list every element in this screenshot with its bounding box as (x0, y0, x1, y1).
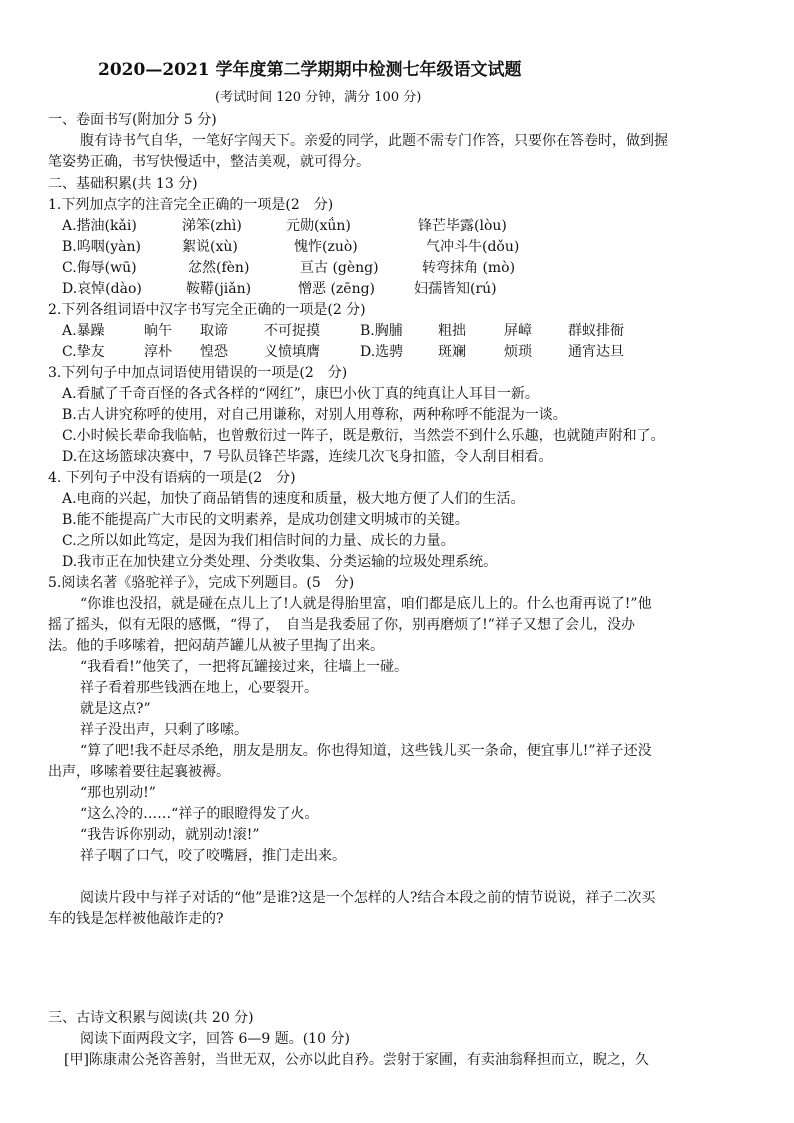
option-item: 屏嶂 (504, 323, 532, 339)
option-item: A.揩油(kǎi) (62, 218, 137, 234)
option-item: 粗拙 (438, 323, 466, 339)
section-2-heading: 二、基础积累(共 13 分) (48, 176, 198, 192)
passage-line: “我看看!”他笑了，一把将瓦罐接过来，往墙上一碰。 (80, 659, 408, 675)
option-item: 元勋(xǘn) (286, 218, 351, 234)
option-item: C.侮辱(wū) (62, 260, 137, 276)
option-item: 烦琐 (504, 344, 532, 360)
question-4-option-c: C.之所以如此笃定，是因为我们相信时间的力量、成长的力量。 (62, 533, 455, 549)
option-item: 锋芒毕露(lòu) (418, 218, 507, 234)
option-item: 群蚁排衙 (568, 323, 624, 339)
question-4-stem: 4. 下列句子中没有语病的一项是(2 分) (48, 470, 296, 486)
question-3-option-b: B.古人讲究称呼的使用，对自己用谦称，对别人用尊称，两种称呼不能混为一谈。 (62, 407, 567, 423)
option-item: 淳朴 (144, 344, 172, 360)
passage-line: “我告诉你别动，就别动!滚!” (80, 827, 260, 843)
page-title: 2020—2021 学年度第二学期期中检测七年级语文试题 (98, 60, 522, 80)
passage-line: 祥子没出声，只剩了哆嗦。 (80, 722, 248, 738)
paragraph-line: 笔姿势正确，书写快慢适中，整洁美观，就可得分。 (48, 154, 370, 170)
question-4-option-a: A.电商的兴起，加快了商品销售的速度和质量，极大地方便了人们的生活。 (62, 491, 525, 507)
option-item: 气冲斗牛(dǒu) (426, 239, 520, 255)
option-item: 斑斓 (438, 344, 466, 360)
option-item: 忿然(fèn) (188, 260, 250, 276)
passage-line: 祥子咽了口气，咬了咬嘴唇，推门走出来。 (80, 848, 346, 864)
option-item: B.呜咽(yàn) (62, 239, 141, 255)
passage-line: 出声，哆嗦着要往起襄被褥。 (48, 764, 230, 780)
question-5-stem: 5.阅读名著《骆驼祥子》，完成下列题目。(5 分) (48, 575, 355, 591)
option-item: 愧怍(zuò) (294, 239, 358, 255)
option-item: 妇孺皆知(rú) (414, 281, 497, 297)
option-item: 转弯抹角 (mò) (422, 260, 516, 276)
option-item: 憎恶 (zēng) (298, 281, 376, 297)
passage-line: 法。他的手哆嗦着，把闷葫芦罐儿从被子里掏了出来。 (48, 638, 384, 654)
section-3-intro: 阅读下面两段文字，回答 6—9 题。(10 分) (80, 1031, 350, 1047)
passage-line: “这么冷的……“祥子的眼瞪得发了火。 (80, 806, 319, 822)
option-item: 鞍鞯(jiǎn) (186, 281, 252, 297)
paragraph-line: 腹有诗书气自华，一笔好字闯天下。亲爱的同学，此题不需专门作答，只要你在答卷时，做到握 (80, 133, 668, 149)
option-item: 絮说(xù) (182, 239, 238, 255)
passage-line: “那也别动!” (80, 785, 156, 801)
option-item: D.哀悼(dào) (62, 281, 142, 297)
question-5-prompt: 车的钱是怎样被他敲诈走的? (48, 911, 224, 927)
option-item: 惶恐 (200, 344, 228, 360)
passage-line: “你谁也没招，就是碰在点儿上了!人就是得胎里富，咱们都是底儿上的。什么也甭再说了!”他 (80, 596, 652, 612)
passage-line: 祥子看着那些钱洒在地上，心要裂开。 (80, 680, 318, 696)
option-item: 不可捉摸 (264, 323, 320, 339)
section-3-heading: 三、古诗文积累与阅读(共 20 分) (48, 1010, 254, 1026)
option-item: 亘古 (gèng) (300, 260, 379, 276)
option-item: 晌午 (144, 323, 172, 339)
question-5-prompt: 阅读片段中与祥子对话的“他”是谁?这是一个怎样的人?结合本段之前的情节说说，祥子二次买 (80, 890, 656, 906)
question-3-option-d: D.在这场篮球决赛中，7 号队员锋芒毕露，连续几次飞身扣篮，令人刮目相看。 (62, 449, 553, 465)
question-1-stem: 1.下列加点字的注音完全正确的一项是(2 分) (48, 197, 334, 213)
option-item: 涕笨(zhì) (182, 218, 242, 234)
option-item: 通宵达旦 (568, 344, 624, 360)
section-1-heading: 一、卷面书写(附加分 5 分) (48, 112, 217, 128)
option-item: D.选骋 (360, 344, 404, 360)
option-item: 取谛 (200, 323, 228, 339)
question-3-stem: 3.下列句子中加点词语使用错误的一项是(2 分) (48, 365, 348, 381)
option-item: B.胸脯 (360, 323, 403, 339)
passage-line: 摇了摇头，似有无限的感慨，“得了， 自当是我委屈了你，别再磨烦了!”祥子又想了会儿，没办 (48, 617, 635, 633)
question-3-option-a: A.看腻了千奇百怪的各式各样的“网红”，康巴小伙丁真的纯真让人耳目一新。 (62, 386, 539, 402)
passage-line: “算了吧!我不赶尽杀绝，朋友是朋友。你也得知道，这些钱儿买一条命，便宜事儿!”祥子还没 (80, 743, 652, 759)
option-item: 义愤填膺 (264, 344, 320, 360)
question-4-option-d: D.我市正在加快建立分类处理、分类收集、分类运输的垃圾处理系统。 (62, 554, 498, 570)
exam-info: (考试时间 120 分钟，满分 100 分) (215, 90, 422, 105)
passage-line: 就是这点?” (80, 701, 151, 717)
question-4-option-b: B.能不能提高广大市民的文明素养，是成功创建文明城市的关键。 (62, 512, 469, 528)
question-2-stem: 2.下列各组词语中汉字书写完全正确的一项是(2 分) (48, 302, 366, 318)
option-item: A.暴躁 (62, 323, 105, 339)
passage-line: [甲]陈康肃公尧咨善射，当世无双，公亦以此自矜。尝射于家圃，有卖油翁释担而立，睨之，久 (64, 1052, 649, 1068)
option-item: C.挚友 (62, 344, 105, 360)
question-3-option-c: C.小时候长辈命我临帖，也曾敷衍过一阵子，既是敷衍，当然尝不到什么乐趣，也就随声附和了。 (62, 428, 665, 444)
